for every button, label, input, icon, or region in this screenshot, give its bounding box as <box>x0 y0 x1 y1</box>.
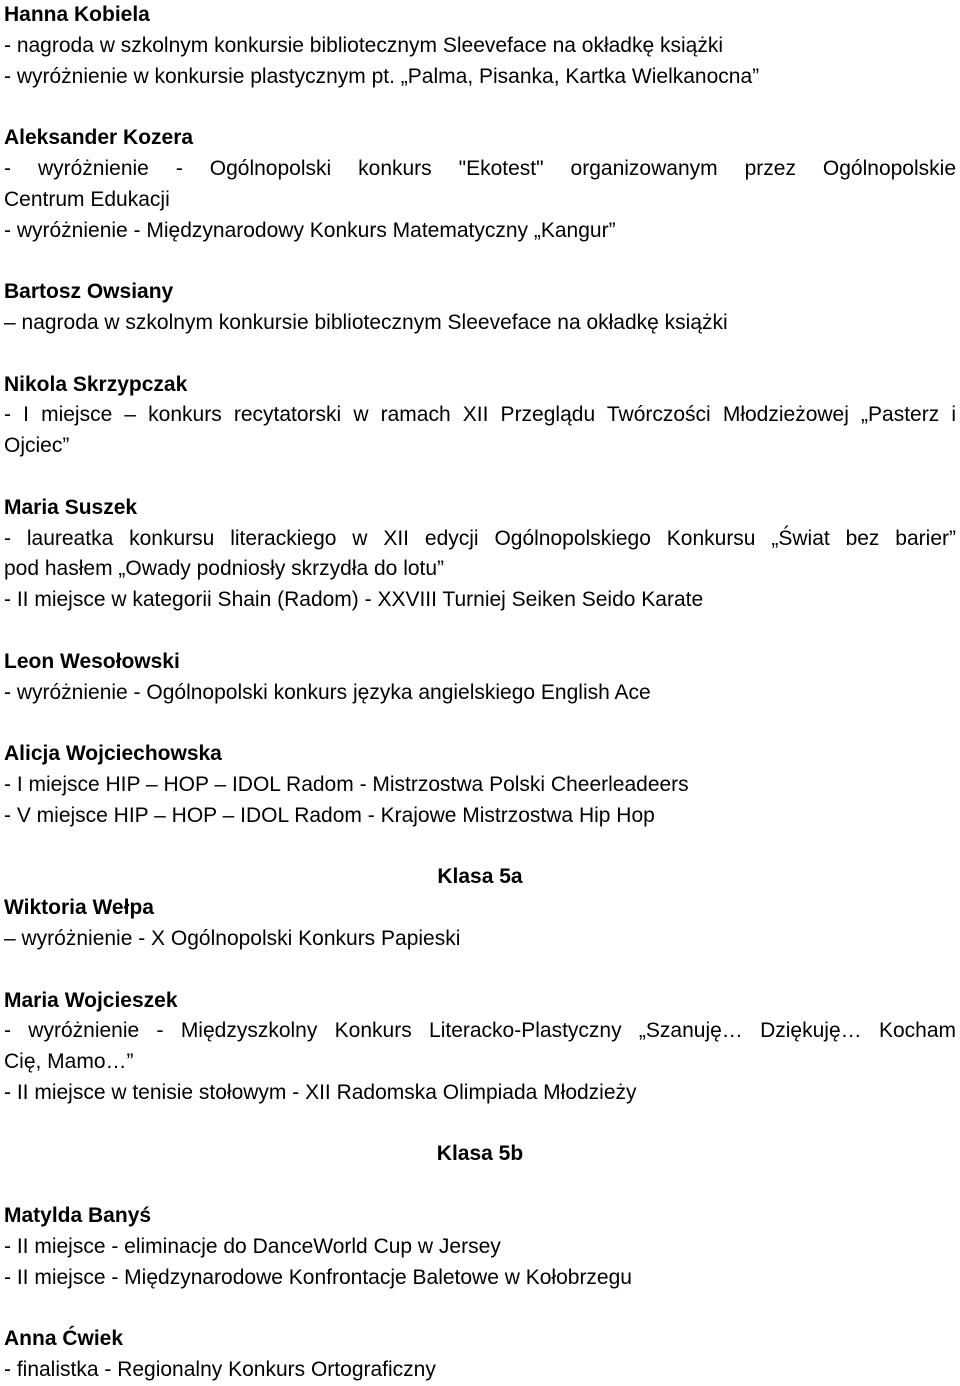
spacer <box>4 1293 956 1324</box>
achievement-line: Centrum Edukacji <box>4 187 170 211</box>
student-name: Aleksander Kozera <box>4 126 194 150</box>
student-name: Hanna Kobiela <box>4 3 150 26</box>
achievement-line: - wyróżnienie - Międzyszkolny Konkurs Literacko-Plastyczny „Szanuję… Dziękuję… Kocham <box>4 1019 956 1043</box>
student-name: Matylda Banyś <box>4 1204 152 1228</box>
student-name: Maria Wojcieszek <box>4 988 178 1012</box>
student-name: Wiktoria Wełpa <box>4 896 154 920</box>
student-name: Alicja Wojciechowska <box>4 742 222 766</box>
achievement-line: - laureatka konkursu literackiego w XII edycji Ogólnopolskiego Konkursu „Świat bez barier” <box>4 526 956 550</box>
student-name: Nikola Skrzypczak <box>4 372 188 396</box>
spacer <box>4 708 956 739</box>
achievement-line: - wyróżnienie w konkursie plastycznym pt. „Palma, Pisanka, Kartka Wielkanocna” <box>4 64 760 88</box>
spacer <box>4 616 956 647</box>
spacer <box>4 1109 956 1140</box>
student-name: Leon Wesołowski <box>4 649 180 673</box>
achievement-line: - finalistka - Regionalny Konkurs Ortograficzny <box>4 1358 436 1382</box>
spacer <box>4 955 956 986</box>
class-heading-5a: Klasa 5a <box>437 865 523 889</box>
achievement-line: - II miejsce w kategorii Shain (Radom) - XXVIII Turniej Seiken Seido Karate <box>4 588 704 612</box>
spacer <box>4 832 956 863</box>
student-name: Maria Suszek <box>4 495 138 519</box>
achievement-line: - I miejsce – konkurs recytatorski w ramach XII Przeglądu Twórczości Młodzieżowej „Pasterz i <box>4 403 956 427</box>
achievement-line: - II miejsce w tenisie stołowym - XII Radomska Olimpiada Młodzieży <box>4 1080 637 1104</box>
achievement-line: Cię, Mamo…” <box>4 1050 134 1074</box>
achievement-line: - wyróżnienie - Ogólnopolski konkurs języka angielskiego English Ace <box>4 680 651 704</box>
achievement-line: - wyróżnienie - Ogólnopolski konkurs "Ekotest" organizowanym przez Ogólnopolskie <box>4 156 956 180</box>
achievement-line: pod hasłem „Owady podniosły skrzydła do lotu” <box>4 557 445 581</box>
achievement-line: - I miejsce HIP – HOP – IDOL Radom - Mistrzostwa Polski Cheerleadeers <box>4 772 689 796</box>
spacer <box>4 339 956 370</box>
spacer <box>4 92 956 123</box>
document-page <box>4 0 956 1386</box>
achievement-line: Ojciec” <box>4 434 70 458</box>
achievement-line: - II miejsce - eliminacje do DanceWorld Cup w Jersey <box>4 1234 501 1258</box>
achievement-line: - II miejsce - Międzynarodowe Konfrontacje Baletowe w Kołobrzegu <box>4 1265 632 1289</box>
achievement-line: - V miejsce HIP – HOP – IDOL Radom - Krajowe Mistrzostwa Hip Hop <box>4 803 655 827</box>
student-name: Anna Ćwiek <box>4 1327 124 1351</box>
achievement-line: - wyróżnienie - Międzynarodowy Konkurs Matematyczny „Kangur” <box>4 218 616 242</box>
spacer <box>4 246 956 277</box>
achievement-line: - nagroda w szkolnym konkursie bibliotecznym Sleeveface na okładkę książki <box>4 33 724 57</box>
spacer <box>4 462 956 493</box>
achievement-line: – nagroda w szkolnym konkursie bibliotecznym Sleeveface na okładkę książki <box>4 310 728 334</box>
spacer <box>4 1170 956 1201</box>
class-heading-5b: Klasa 5b <box>436 1142 524 1166</box>
student-name: Bartosz Owsiany <box>4 280 174 304</box>
achievement-line: – wyróżnienie - X Ogólnopolski Konkurs Papieski <box>4 926 461 950</box>
